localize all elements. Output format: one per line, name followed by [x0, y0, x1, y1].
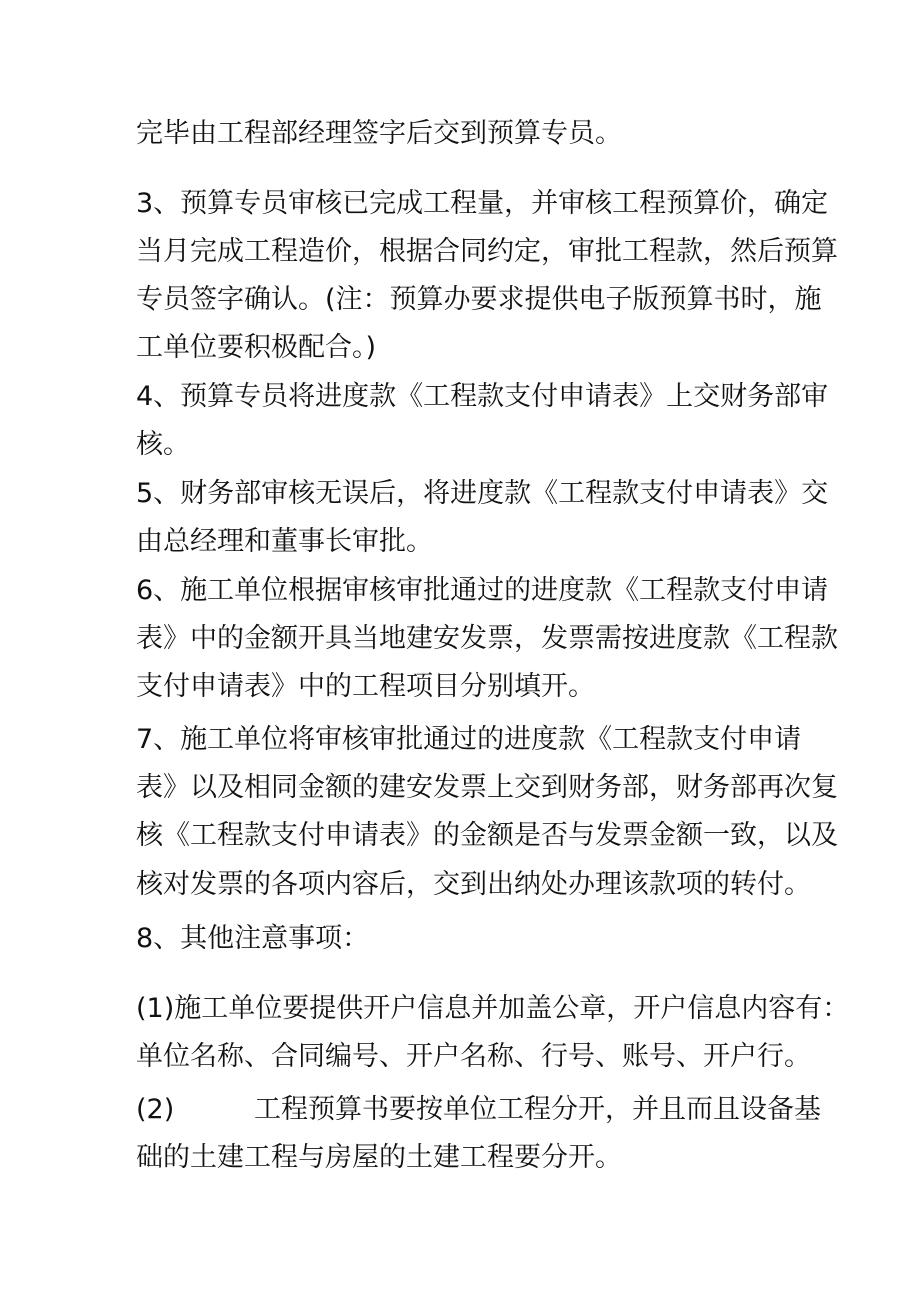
text-line: 当月完成工程造价，根据合同约定，审批工程款，然后预算 [136, 236, 838, 267]
text-line: 由总经理和董事长审批。 [136, 526, 433, 557]
text-line: 7、施工单位将审核审批通过的进度款《工程款支付申请 [136, 724, 802, 755]
text-line: 础的土建工程与房屋的土建工程要分开。 [136, 1142, 622, 1173]
text-line: 核。 [136, 429, 190, 460]
text-line: 4、预算专员将进度款《工程款支付申请表》上交财务部审 [136, 381, 829, 412]
text-line: 工单位要积极配合。) [136, 332, 377, 363]
text-line: 6、施工单位根据审核审批通过的进度款《工程款支付申请 [136, 575, 829, 606]
text-line-item-2 [136, 1093, 821, 1127]
text-line: 单位名称、合同编号、开户名称、行号、账号、开户行。 [136, 1041, 811, 1072]
text-line: 支付申请表》中的工程项目分别填开。 [136, 671, 595, 702]
item-number: (2) [136, 1094, 175, 1125]
text-line: 表》中的金额开具当地建安发票，发票需按进度款《工程款 [136, 623, 838, 654]
text-line: 表》以及相同金额的建安发票上交到财务部，财务部再次复 [136, 772, 838, 803]
text-line: 核《工程款支付申请表》的金额是否与发票金额一致，以及 [136, 820, 838, 851]
text-line: 3、预算专员审核已完成工程量，并审核工程预算价，确定 [136, 188, 829, 219]
text-line: 5、财务部审核无误后，将进度款《工程款支付申请表》交 [136, 478, 829, 509]
text-line: (1)施工单位要提供开户信息并加盖公章，开户信息内容有： [136, 993, 850, 1024]
item-text: 工程预算书要按单位工程分开，并且而且设备基 [254, 1094, 821, 1125]
text-line: 核对发票的各项内容后，交到出纳处办理该款项的转付。 [136, 869, 811, 900]
text-line: 完毕由工程部经理签字后交到预算专员。 [136, 118, 622, 149]
text-line: 8、其他注意事项： [136, 923, 370, 954]
text-line: 专员签字确认。(注：预算办要求提供电子版预算书时，施 [136, 284, 822, 315]
